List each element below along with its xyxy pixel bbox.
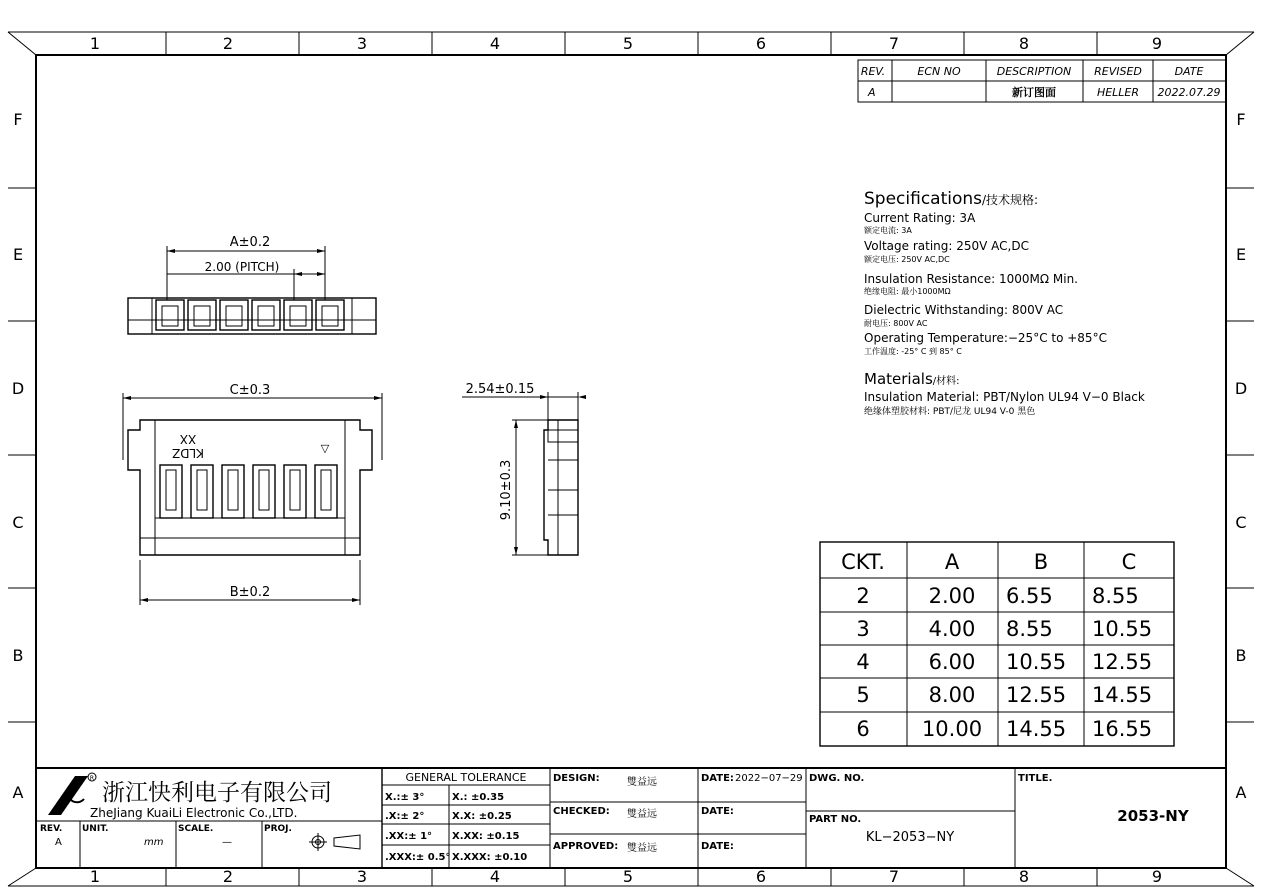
rev-row-date: 2022.07.29 <box>1157 86 1221 99</box>
front-view-terminals <box>160 465 337 518</box>
marking-brand: KLDZ <box>171 446 205 460</box>
row-label-left-E: E <box>12 245 24 264</box>
col-label-bottom-5: 5 <box>622 867 634 886</box>
projection-symbol-icon <box>309 833 360 851</box>
col-label-top-5: 5 <box>622 34 634 53</box>
ckt-row-2-c: 12.55 <box>1092 650 1153 674</box>
part-no-label: PART NO. <box>809 814 862 825</box>
spec-item-2-en: Insulation Resistance: 1000MΩ Min. <box>864 272 1078 286</box>
marking-xx: XX <box>179 432 197 446</box>
col-label-bottom-9: 9 <box>1151 867 1163 886</box>
col-label-top-3: 3 <box>356 34 368 53</box>
company-logo <box>48 773 96 815</box>
revision-block <box>858 60 1226 102</box>
col-label-bottom-6: 6 <box>755 867 767 886</box>
specifications <box>864 189 1145 417</box>
rev-header-ecn: ECN NO <box>917 65 961 78</box>
checked-value: 雙益远 <box>627 809 657 820</box>
spec-item-4-en: Operating Temperature:−25°C to +85°C <box>864 331 1107 345</box>
row-label-right-C: C <box>1235 513 1247 532</box>
row-label-right-E: E <box>1235 245 1247 264</box>
spec-item-0-cn: 额定电流: 3A <box>864 226 912 235</box>
tolerance-title: GENERAL TOLERANCE <box>405 771 527 784</box>
dim-b-label: B±0.2 <box>229 585 271 600</box>
ckt-row-4-ckt: 6 <box>856 717 870 741</box>
dwg-no-label: DWG. NO. <box>809 773 865 784</box>
spec-item-3-cn: 耐电压: 800V AC <box>864 319 928 328</box>
scale-label: SCALE. <box>178 824 214 834</box>
col-label-bottom-7: 7 <box>888 867 900 886</box>
dim-side-height-label: 9.10±0.3 <box>499 459 514 521</box>
approved-value: 雙益远 <box>627 843 657 854</box>
registered-mark-icon: R <box>89 775 95 782</box>
spec-title: Specifications/技术规格: <box>864 189 1039 209</box>
drawing-title: 2053-NY <box>1117 807 1189 825</box>
ckt-row-3-b: 12.55 <box>1006 683 1067 707</box>
top-view-cavities <box>156 300 344 330</box>
row-label-right-A: A <box>1235 783 1247 802</box>
row-label-right-F: F <box>1236 110 1246 129</box>
ckt-row-3-ckt: 5 <box>856 683 870 707</box>
approved-label: APPROVED: <box>553 841 619 852</box>
part-no-value: KL−2053−NY <box>865 830 955 845</box>
tol-angle-0: X.:± 3° <box>385 792 425 803</box>
col-label-top-4: 4 <box>489 34 501 53</box>
rev-row-description: 新订图面 <box>1012 86 1056 99</box>
spec-item-4-cn: 工作温度: -25° C 到 85° C <box>864 347 962 356</box>
dim-a-label: A±0.2 <box>229 235 271 250</box>
col-label-bottom-1: 1 <box>89 867 101 886</box>
rev-row-rev: A <box>868 86 876 99</box>
materials-title: Materials/材料: <box>864 370 960 388</box>
ckt-row-3-c: 14.55 <box>1092 683 1153 707</box>
rev-label: REV. <box>40 824 63 834</box>
col-label-top-8: 8 <box>1018 34 1030 53</box>
zone-column-ticks <box>166 32 1097 886</box>
ckt-header-a: A <box>944 550 960 574</box>
spec-item-2-cn: 绝缘电阻: 最小1000MΩ <box>864 287 951 296</box>
tol-linear-1: X.X: ±0.25 <box>452 811 512 822</box>
col-label-bottom-8: 8 <box>1018 867 1030 886</box>
col-label-top-6: 6 <box>755 34 767 53</box>
dim-side-width-label: 2.54±0.15 <box>465 382 535 397</box>
rev-header-rev: REV. <box>860 65 886 78</box>
row-label-right-B: B <box>1235 646 1247 665</box>
date-label-approved: DATE: <box>701 841 734 852</box>
front-view <box>123 383 382 605</box>
ckt-row-4-b: 14.55 <box>1006 717 1067 741</box>
ckt-row-1-a: 4.00 <box>928 617 976 641</box>
ckt-row-1-c: 10.55 <box>1092 617 1153 641</box>
ckt-row-0-b: 6.55 <box>1006 584 1053 608</box>
col-label-top-9: 9 <box>1151 34 1163 53</box>
col-label-top-1: 1 <box>89 34 101 53</box>
row-label-left-A: A <box>12 783 24 802</box>
tol-linear-2: X.XX: ±0.15 <box>452 831 520 842</box>
unit-label: UNIT. <box>82 824 109 834</box>
spec-item-3-en: Dielectric Withstanding: 800V AC <box>864 303 1064 317</box>
materials-item-0-en: Insulation Material: PBT/Nylon UL94 V−0 Black <box>864 390 1145 404</box>
col-label-top-7: 7 <box>888 34 900 53</box>
ckt-header-b: B <box>1033 550 1049 574</box>
ckt-header-c: C <box>1121 550 1137 574</box>
col-label-bottom-2: 2 <box>222 867 234 886</box>
rev-header-revised: REVISED <box>1094 65 1142 78</box>
ckt-row-3-a: 8.00 <box>928 683 976 707</box>
row-label-left-D: D <box>11 379 25 398</box>
ckt-header-ckt: CKT. <box>841 550 885 574</box>
rev-row-revised: HELLER <box>1096 86 1140 99</box>
unit-value: mm <box>144 837 164 848</box>
ckt-row-4-c: 16.55 <box>1092 717 1153 741</box>
col-label-top-2: 2 <box>222 34 234 53</box>
rev-header-date: DATE <box>1174 65 1204 78</box>
col-label-bottom-4: 4 <box>489 867 501 886</box>
date-value: 2022−07−29 <box>735 773 803 784</box>
spec-item-0-en: Current Rating: 3A <box>864 211 976 225</box>
ckt-row-4-a: 10.00 <box>921 717 983 741</box>
tol-angle-1: .X:± 2° <box>385 811 425 822</box>
title-label: TITLE. <box>1018 773 1053 784</box>
date-label-design: DATE: <box>701 773 734 784</box>
ckt-row-0-c: 8.55 <box>1092 584 1139 608</box>
design-value: 雙益远 <box>627 777 657 788</box>
dim-pitch-label: 2.00 (PITCH) <box>204 260 280 274</box>
date-label-checked: DATE: <box>701 806 734 817</box>
title-block <box>36 768 1226 868</box>
tol-angle-2: .XX:± 1° <box>385 831 433 842</box>
rev-header-description: DESCRIPTION <box>996 65 1072 78</box>
tol-linear-3: X.XXX: ±0.10 <box>452 852 528 863</box>
row-label-left-C: C <box>12 513 24 532</box>
company-name-en: ZheJiang KuaiLi Electronic Co.,LTD. <box>90 806 298 820</box>
ckt-row-2-ckt: 4 <box>856 650 870 674</box>
company-name-cn: 浙江快利电子有限公司 <box>102 780 332 806</box>
ckt-row-2-b: 10.55 <box>1006 650 1067 674</box>
row-label-right-D: D <box>1234 379 1248 398</box>
row-label-left-F: F <box>13 110 23 129</box>
rev-value: A <box>55 837 62 848</box>
ckt-table <box>820 542 1174 746</box>
tol-angle-3: .XXX:± 0.5° <box>385 852 451 863</box>
spec-item-1-cn: 额定电压: 250V AC,DC <box>864 255 950 264</box>
ckt-row-0-a: 2.00 <box>928 584 976 608</box>
pin1-mark: ▽ <box>320 442 330 455</box>
ckt-row-0-ckt: 2 <box>856 584 870 608</box>
col-label-bottom-3: 3 <box>356 867 368 886</box>
side-view <box>462 382 586 555</box>
row-label-left-B: B <box>12 646 24 665</box>
design-label: DESIGN: <box>553 773 600 784</box>
dim-c-label: C±0.3 <box>229 383 271 398</box>
ckt-row-1-b: 8.55 <box>1006 617 1053 641</box>
proj-label: PROJ. <box>264 824 292 834</box>
checked-label: CHECKED: <box>553 806 610 817</box>
top-view <box>128 235 376 334</box>
ckt-row-2-a: 6.00 <box>928 650 976 674</box>
ckt-row-1-ckt: 3 <box>856 617 870 641</box>
materials-item-0-cn: 绝缘体塑胶材料: PBT/尼龙 UL94 V-0 黑色 <box>864 407 1036 417</box>
scale-value: — <box>222 837 232 848</box>
spec-item-1-en: Voltage rating: 250V AC,DC <box>864 239 1029 253</box>
tol-linear-0: X.: ±0.35 <box>452 792 505 803</box>
